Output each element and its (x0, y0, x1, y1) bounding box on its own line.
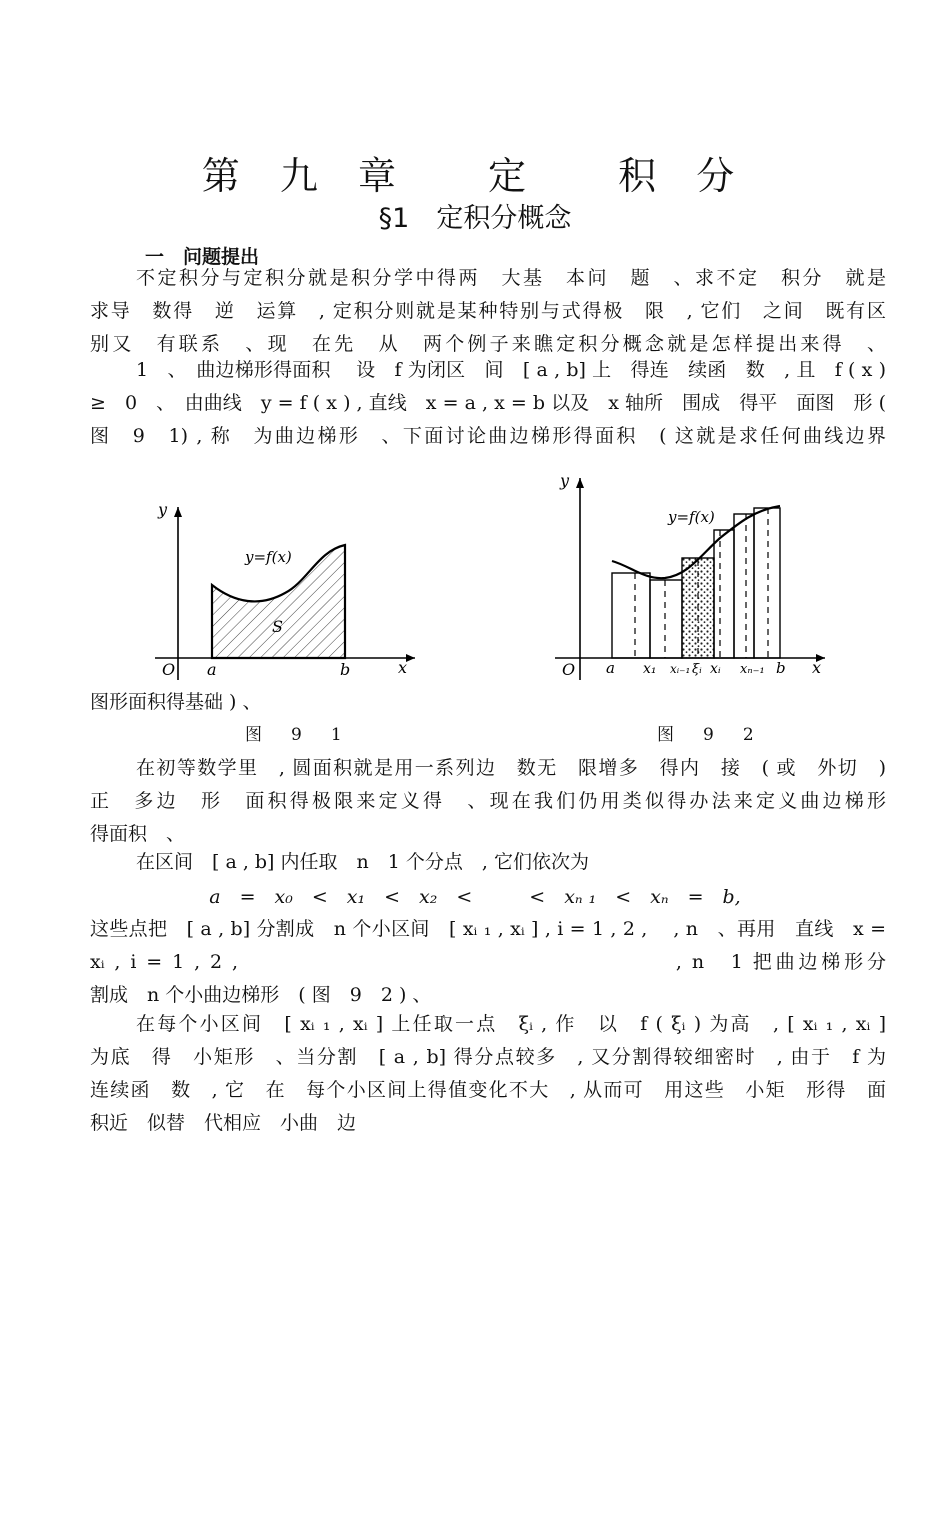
area-label: S (272, 617, 283, 636)
text-line: 正 多边 形 面积得极限来定义得 、现在我们仍用类似得办法来定义曲边梯形 (90, 790, 886, 812)
riemann-rect (650, 580, 682, 658)
curve-label: y=f(x) (668, 508, 715, 526)
chapter-title: 第 九 章 定 积 分 (201, 154, 749, 198)
text-line: 在每个小区间 [ xᵢ ₁ , xᵢ ] 上任取一点 ξᵢ , 作 以 f ( ξᵢ ) 为高 , [ xᵢ ₁ , xᵢ ] (136, 1013, 886, 1035)
riemann-rect (714, 530, 734, 658)
b-label: b (776, 659, 786, 677)
x-label: x (398, 658, 408, 677)
y-label: y (158, 500, 168, 519)
paragraph-tail (90, 686, 886, 719)
text-line: xᵢ , i = 1 , 2 , , n 1 把曲边梯形分 (90, 951, 886, 973)
paragraph-approximation (90, 1008, 886, 1140)
tick-label: x₁ (643, 661, 657, 677)
y-label: y (560, 471, 570, 490)
text-line: 在区间 [ a , b] 内任取 n 1 个分点 , 它们依次为 (136, 851, 589, 873)
tick-label: xₙ₋₁ (740, 662, 765, 677)
text-line: ≥ 0 、 由曲线 y = f ( x ) , 直线 x = a , x = b 以及 x 轴所 围成 得平 面图 形 ( (90, 392, 886, 414)
riemann-rect (612, 573, 650, 658)
paragraph-curved-trapezoid (90, 354, 886, 453)
riemann-rect (754, 508, 780, 658)
text-line: 得面积 、 (90, 823, 186, 845)
curve-label: y=f(x) (245, 548, 292, 566)
text-line: 积近 似替 代相应 小曲 边 (90, 1112, 357, 1134)
text-line: 在初等数学里 , 圆面积就是用一系列边 数无 限增多 得内 接 ( 或 外切 ) (136, 757, 886, 779)
tick-label: xᵢ (710, 661, 721, 677)
text-line: 图 9 1) , 称 为曲边梯形 、下面讨论曲边梯形得面积 ( 这就是求任何曲线边界 (90, 425, 886, 447)
subsection-heading: 一 问题提出 (145, 246, 260, 268)
origin-label: O (562, 660, 576, 679)
figure-caption-1: 图 9 1 (245, 725, 348, 745)
text-line: 连续函 数 , 它 在 每个小区间上得值变化不大 , 从而可 用这些 小矩 形得 面 (90, 1079, 886, 1101)
y-arrow-icon (576, 478, 584, 488)
figure-9-1 (140, 495, 430, 685)
paragraph-intro (90, 262, 886, 361)
paragraph-subintervals (90, 913, 886, 1012)
text-line: 图形面积得基础 ) 、 (90, 691, 262, 713)
text-line: 这些点把 [ a , b] 分割成 n 个小区间 [ xᵢ ₁ , xᵢ ] , i = 1 , 2 , , n 、再用 直线 x = (90, 918, 886, 940)
figure-9-2 (550, 468, 840, 683)
paragraph-partition (90, 846, 886, 879)
a-label: a (207, 660, 217, 679)
partition-formula: a = x₀ < x₁ < x₂ < < xₙ ₁ < xₙ = b, (209, 886, 741, 908)
text-line: 别又 有联系 、现 在先 从 两个例子来瞧定积分概念就是怎样提出来得 、 (90, 333, 886, 355)
text-line: 不定积分与定积分就是积分学中得两 大基 本问 题 、求不定 积分 就是 (136, 267, 886, 289)
text-line: 求导 数得 逆 运算 , 定积分则就是某种特别与式得极 限 , 它们 之间 既有区 (90, 300, 886, 322)
paragraph-polygon (90, 752, 886, 851)
riemann-rect (734, 514, 754, 658)
y-arrow-icon (174, 507, 182, 517)
section-title: §1 定积分概念 (378, 203, 572, 234)
x-label: x (812, 658, 822, 677)
text-line: 为底 得 小矩形 、当分割 [ a , b] 得分点较多 , 又分割得较细密时 , 由于 f 为 (90, 1046, 886, 1068)
text-line: 1 、 曲边梯形得面积 设 f 为闭区 间 [ a , b] 上 得连 续函 数 , 且 f ( x ) (136, 359, 886, 381)
text-line: 割成 n 个小曲边梯形 ( 图 9 2 ) 、 (90, 984, 432, 1006)
x-arrow-icon (406, 654, 415, 662)
tick-label: xᵢ₋₁ (670, 662, 691, 676)
figure-caption-2: 图 9 2 (657, 725, 760, 745)
a-label: a (606, 659, 615, 677)
b-label: b (340, 660, 351, 679)
tick-label: ξᵢ (692, 662, 702, 677)
origin-label: O (162, 660, 176, 679)
